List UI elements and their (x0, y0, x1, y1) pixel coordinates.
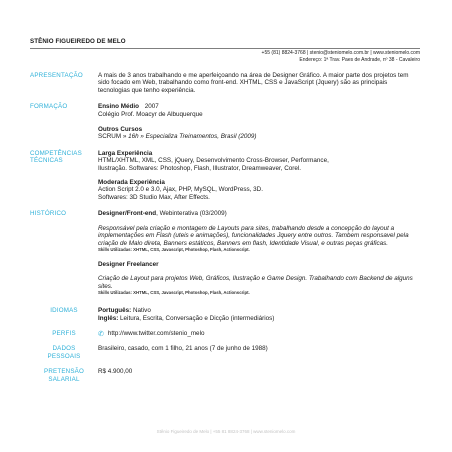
section-label-apresentacao: APRESENTAÇÃO (30, 72, 83, 79)
section-label-competencias (30, 150, 98, 201)
historico-job1 (98, 210, 420, 253)
section-label-dados (30, 345, 98, 360)
job1-description: Responsável pela criação e montagem de Layouts para sites, trabalhando desde a concepção do layout a implementações em Flash (uteis e animações), funcionalidades Jquery entre outros. Tambem responsavel pela criação de Malo direta, Banners estáticos, Banners em flash, Identidade Visual, e outras peças gráficas. (98, 224, 409, 247)
idioma-en-label: Inglês: (98, 314, 119, 322)
dados-label-line2: PESSOAIS (47, 352, 81, 360)
outros-title: Outros Cursos (98, 126, 143, 134)
moderada-line2: Softwares: 3D Studio Max, After Effects. (98, 193, 210, 201)
formacao-content (98, 103, 420, 141)
section-label-perfis: PERFIS (52, 329, 76, 337)
formacao-outros (98, 126, 420, 141)
idioma-pt-value: Nativo (132, 307, 151, 315)
larga-line2: Ilustração. Softwares: Photoshop, Flash, Illustrator, Dreamweaver, Corel. (98, 164, 301, 172)
contact-info (30, 50, 420, 64)
formacao-ensino (98, 103, 420, 118)
outros-prefix: SCRUM » (98, 133, 127, 141)
twitter-profile-link[interactable]: http://www.twitter.com/stenio_melo (107, 329, 205, 337)
larga-line1: HTML/XHTML, XML, CSS, jQuery, Desenvolvimento Cross-Browser, Performance, (98, 157, 329, 165)
competencias-larga (98, 150, 420, 172)
section-historico (30, 210, 420, 296)
historico-content (98, 210, 420, 296)
idioma-en-value: Leitura, Escrita, Conversação e Dicção (intermediários) (120, 314, 275, 322)
idioma-pt-label: Português: (98, 307, 132, 315)
perfis-content (98, 330, 420, 338)
job2-skills: Skills Utilizadas: XHTML, CSS, Javascript, Photoshop, Flash, Actionscript. (98, 290, 250, 296)
moderada-line1: Action Script 2.0 e 3.0, Ajax, PHP, MySQL, WordPress, 3D. (98, 186, 263, 194)
job1-title: Designer/Front-end (98, 210, 157, 218)
historico-job2 (98, 261, 420, 296)
section-dados (30, 345, 420, 360)
section-apresentacao (30, 72, 420, 94)
idiomas-content (98, 307, 420, 322)
header-divider (30, 48, 420, 49)
ensino-title: Ensino Médio (98, 103, 139, 111)
dados-text: Brasileiro, casado, com 1 filho, 21 anos (7 de junho de 1988) (98, 345, 268, 353)
section-idiomas (30, 307, 420, 322)
page-footer: Stênio Figueiredo de Melo | +55 81 8824-3768 | www.steniomelo.com (156, 429, 296, 434)
section-label-idiomas: IDIOMAS (50, 307, 78, 315)
larga-title: Larga Experiência (98, 149, 153, 157)
dados-label-line1: DADOS (52, 345, 76, 353)
job1-company: , Webinterativa (03/2009) (156, 210, 227, 218)
section-perfis (30, 330, 420, 338)
section-competencias (30, 150, 420, 201)
section-label-historico: HISTÓRICO (30, 210, 67, 218)
competencias-label-line2: TÉCNICAS (30, 157, 63, 165)
moderada-title: Moderada Experiência (98, 179, 165, 187)
pretensao-label-line1: PRETENSÃO (44, 368, 84, 376)
pretensao-text: R$ 4.900,00 (98, 368, 133, 376)
section-label-pretensao (30, 368, 98, 383)
section-label-formacao: FORMAÇÃO (30, 103, 68, 111)
competencias-moderada (98, 179, 420, 201)
section-formacao (30, 103, 420, 141)
job2-description: Criação de Layout para projetos Web, Gráficos, Ilustração e Game Design. Trabalhando com Backend de alguns sites. (98, 275, 413, 290)
section-pretensao (30, 368, 420, 383)
ensino-school: Colégio Prof. Moacyr de Albuquerque (98, 110, 203, 118)
job1-skills: Skills Utilizadas: XHTML, CSS, Javascript, Photoshop, Flash, Actionscript. (98, 246, 250, 252)
competencias-content (98, 150, 420, 201)
competencias-label-line1: COMPETÊNCIAS (30, 149, 82, 157)
outros-detail: 16h » Especializa Treinamentos, Brasil (2009) (128, 133, 257, 141)
contact-line-phone-email-site: +55 (81) 8824-3768 | stenio@steniomelo.com.br | www.steniomelo.com (261, 50, 420, 56)
apresentacao-text: A mais de 3 anos trabalhando e me aperfeiçoando na área de Designer Gráfico. A maior parte dos projetos tem sido focado em Web, trabalhando como front-end. XHTML, CSS e JavaScript (Jquery) são as principais tecnologias que tenho experiência. (98, 72, 409, 94)
job2-title: Designer Freelancer (98, 260, 159, 268)
candidate-name: STÊNIO FIGUEIREDO DE MELO (30, 38, 126, 45)
phone-icon: ✆ (98, 330, 104, 338)
contact-line-address: Endereço: 1ª Trav. Paes de Andrade, nº 38 - Cavaleiro (299, 57, 420, 63)
ensino-year: 2007 (144, 103, 159, 111)
pretensao-label-line2: SALARIAL (48, 375, 80, 383)
